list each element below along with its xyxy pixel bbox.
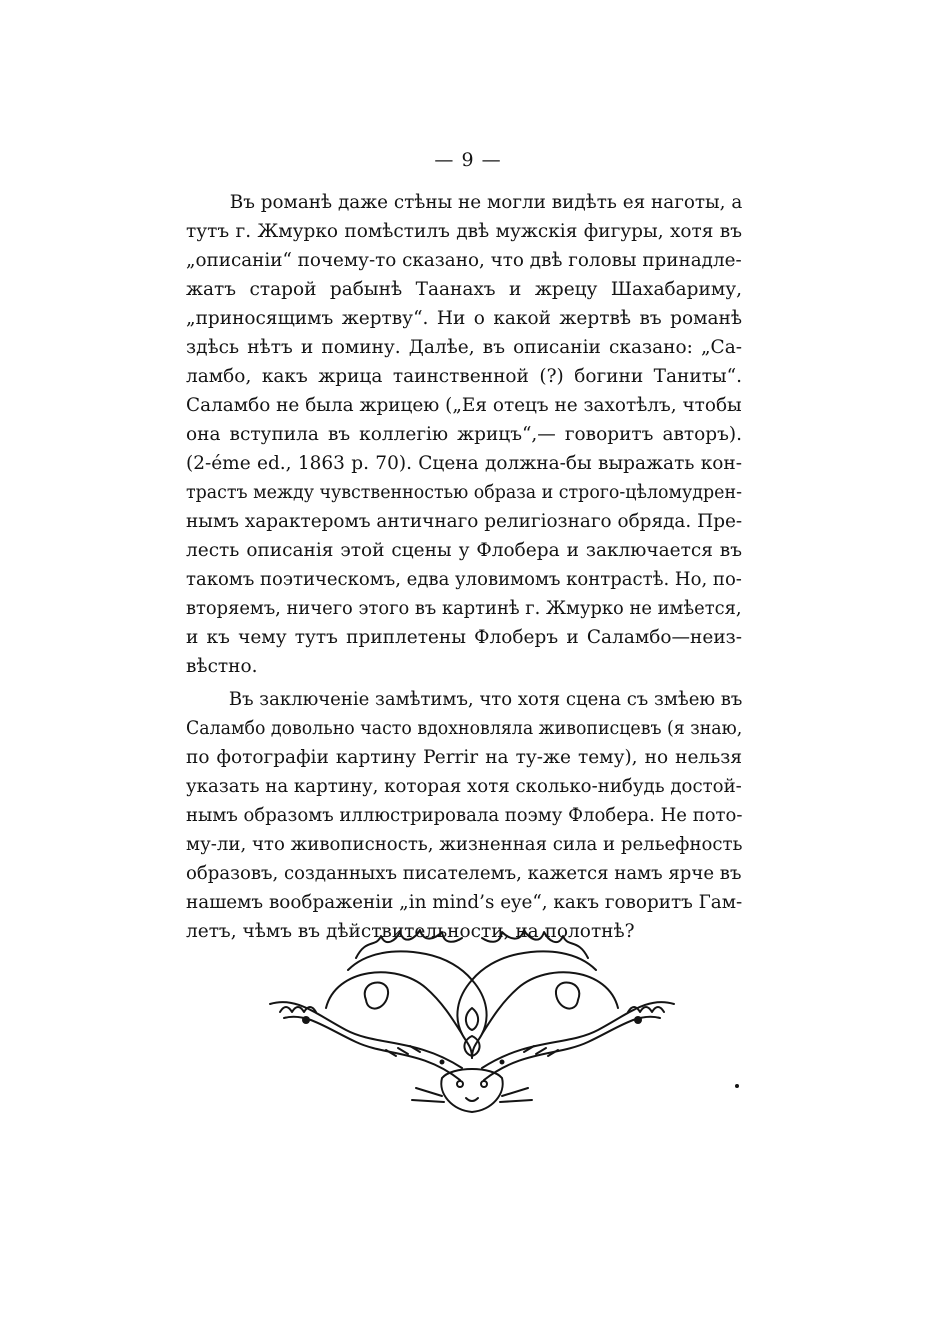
text-line: вѣстно. [186, 656, 258, 677]
text-line: образовъ, созданныхъ писателемъ, кажется намъ ярче въ [186, 863, 742, 884]
text-line: Саламбо довольно часто вдохновляла живописцевъ (я знаю, [186, 718, 743, 739]
text-line: нымъ образомъ иллюстрировала поэму Флобера. Не пото- [186, 805, 743, 826]
paragraph [186, 188, 742, 681]
floral-vignette-icon [266, 918, 678, 1128]
body-text [186, 188, 742, 946]
text-line: (2-éme ed., 1863 p. 70). Сцена должна-бы выражать кон- [186, 453, 742, 474]
text-line: Въ заключеніе замѣтимъ, что хотя сцена съ змѣею въ [228, 689, 743, 710]
text-line: нашемъ воображеніи „in mind’s eye“, какъ говоритъ Гам- [186, 892, 743, 913]
paragraph [186, 685, 742, 946]
text-line: „описаніи“ почему-то сказано, что двѣ головы принадле- [186, 250, 742, 271]
text-line: и къ чему тутъ приплетены Флоберъ и Саламбо—неиз- [186, 627, 742, 648]
page-number: — 9 — [434, 149, 502, 171]
text-line: жатъ старой рабынѣ Таанахъ и жрецу Шахабариму, [186, 279, 742, 300]
text-line: по фотографіи картину Perrir на ту-же тему), но нельзя [186, 747, 742, 768]
text-line: вторяемъ, ничего этого въ картинѣ г. Жмурко не имѣется, [186, 598, 742, 619]
text-line: му-ли, что живописность, жизненная сила и рельефность [186, 834, 743, 855]
text-line: тутъ г. Жмурко помѣстилъ двѣ мужскія фигуры, хотя въ [186, 221, 742, 242]
text-line: такомъ поэтическомъ, едва уловимомъ контрастѣ. Но, по- [186, 569, 742, 590]
text-line: „приносящимъ жертву“. Ни о какой жертвѣ въ романѣ [186, 308, 742, 329]
text-line: Саламбо не была жрицею („Ея отецъ не захотѣлъ, чтобы [186, 395, 742, 416]
text-line: Въ романѣ даже стѣны не могли видѣть ея наготы, а [229, 192, 743, 213]
page-speck [735, 1084, 739, 1088]
text-line: здѣсь нѣтъ и помину. Далѣе, въ описаніи сказано: „Са- [186, 337, 742, 358]
text-line: указать на картину, которая хотя сколько-нибудь достой- [186, 776, 742, 797]
text-line: ламбо, какъ жрица таинственной (?) богини Таниты“. [186, 366, 742, 387]
text-line: летъ, чѣмъ въ дѣйствительности, на полотнѣ? [186, 921, 635, 942]
text-line: нымъ характеромъ античнаго религіознаго обряда. Пре- [186, 511, 743, 532]
text-line: она вступила въ коллегію жрицъ“,— говоритъ авторъ). [186, 424, 742, 445]
text-line: трастъ между чувственностью образа и строго-цѣломудрен- [186, 482, 742, 503]
text-line: лесть описанія этой сцены у Флобера и заключается въ [186, 540, 742, 561]
